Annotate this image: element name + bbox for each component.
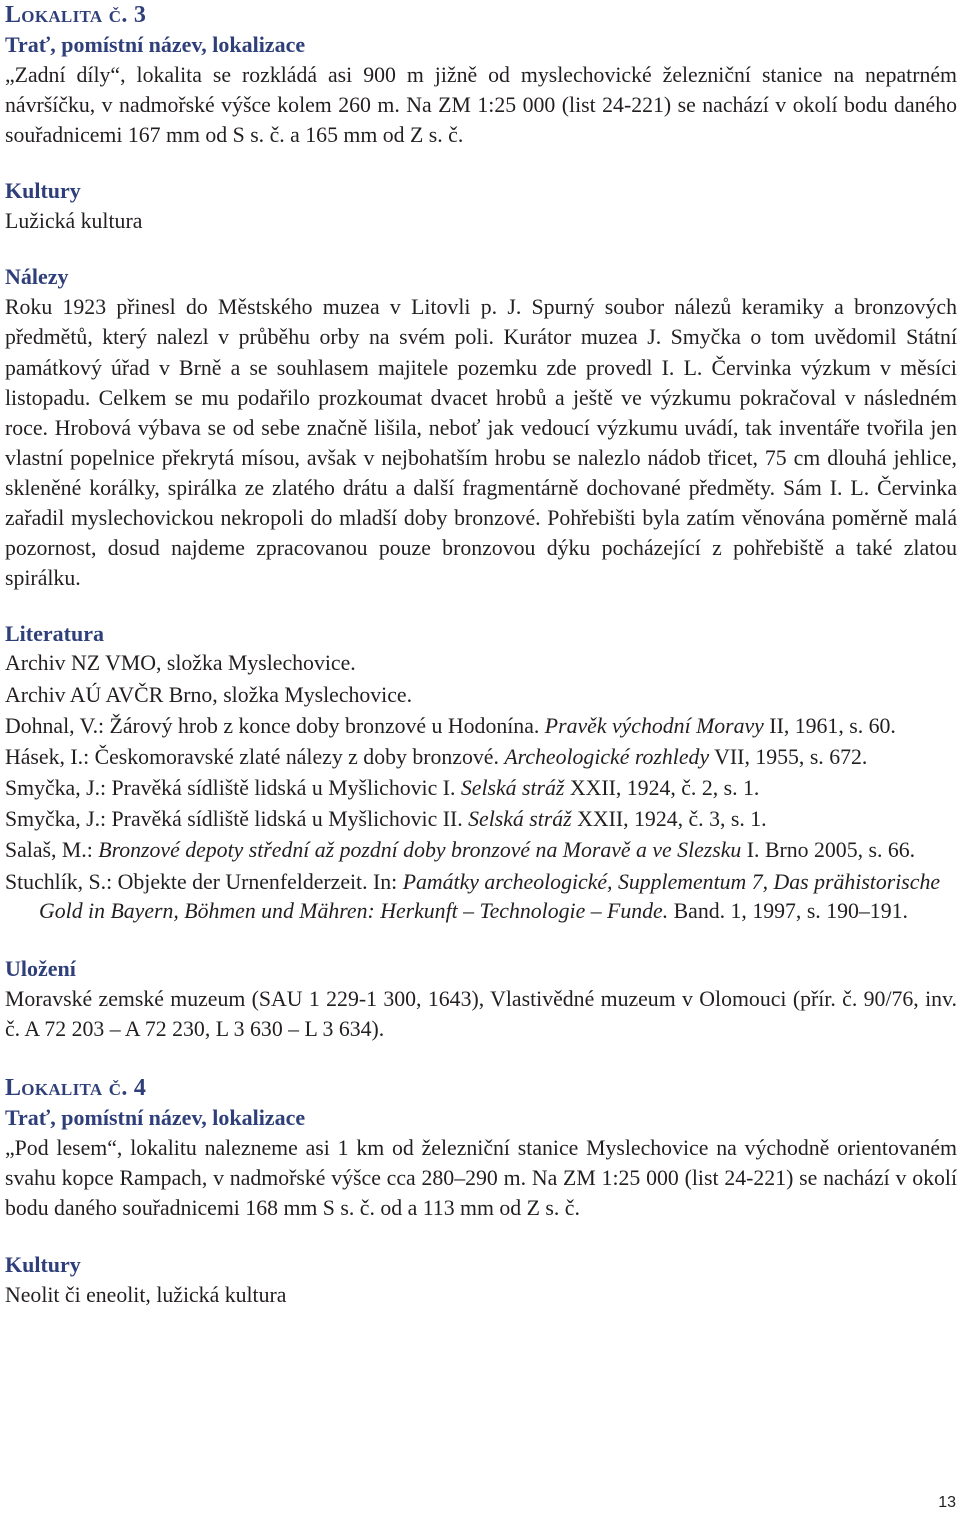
reference-item (5, 743, 957, 772)
locality-3-cultures-text: Lužická kultura (5, 209, 143, 234)
reference-text: Smyčka, J.: Pravěká sídliště lidská u Myšlichovic I. (5, 776, 461, 801)
reference-details: Band. 1, 1997, s. 190–191. (668, 898, 908, 923)
reference-source-title: Bronzové depoty střední až pozdní doby bronzové na Moravě a ve Slezsku (98, 838, 742, 863)
reference-item (5, 681, 957, 710)
reference-item (5, 774, 957, 803)
reference-item (5, 649, 957, 678)
locality-3-storage-text: Moravské zemské muzeum (SAU 1 229-1 300, 1643), Vlastivědné muzeum v Olomouci (přír. č. 90/76, inv. č. A 72 203 – A 72 230, L 3 630 – L 3 634). (5, 987, 957, 1042)
reference-details: I. Brno 2005, s. 66. (741, 838, 916, 863)
document-page (5, 0, 957, 1310)
locality-3-finds-heading: Nálezy (5, 264, 69, 290)
locality-3-reference-list (5, 649, 957, 926)
locality-3-site-heading: Trať, pomístní název, lokalizace (5, 32, 306, 57)
reference-text: Archiv NZ VMO, složka Myslechovice. (5, 651, 356, 676)
reference-details: II, 1961, s. 60. (763, 713, 896, 738)
reference-text: Stuchlík, S.: Objekte der Urnenfelderzeit. In: (5, 869, 403, 894)
locality-4-title: Lokalita č. 4 (5, 1075, 147, 1102)
locality-4-site-text: „Pod lesem“, lokalitu nalezneme asi 1 km od železniční stanice Myslechovice na východně orientovaném svahu kopce Rampach, v nadmořské výšce cca 280–290 m. Na ZM 1:25 000 (list 24-221) se nachází v okolí bodu daného souřadnicemi 168 mm S s. č. od a 113 mm od Z s. č. (5, 1136, 957, 1221)
locality-3-storage-heading: Uložení (5, 956, 76, 982)
reference-source-title: Selská stráž (460, 776, 565, 801)
locality-3-literature-heading: Literatura (5, 621, 104, 647)
page-number: 13 (938, 1494, 956, 1511)
locality-4-section (5, 1073, 957, 1309)
locality-3-title: Lokalita č. 3 (5, 2, 147, 28)
reference-item (5, 805, 957, 834)
locality-4-site-heading: Trať, pomístní název, lokalizace (5, 1105, 306, 1131)
locality-3-cultures-heading: Kultury (5, 178, 81, 204)
reference-text: Hásek, I.: Českomoravské zlaté nálezy z doby bronzové. (5, 744, 505, 769)
reference-details: XXII, 1924, č. 2, s. 1. (564, 776, 760, 801)
reference-source-title: Selská stráž (468, 807, 572, 832)
reference-source-title: Archeologické rozhledy (504, 744, 710, 769)
reference-source-title: Památky archeologické, Supplementum 7, Das prähistorische Gold in Bayern, Böhmen und Mähren: Herkunft – Technologie – Funde. (39, 869, 941, 923)
reference-item (5, 712, 957, 741)
reference-details: XXII, 1924, č. 3, s. 1. (571, 807, 767, 832)
locality-4-cultures-heading: Kultury (5, 1251, 81, 1277)
reference-text: Archiv AÚ AVČR Brno, složka Myslechovice. (5, 682, 413, 707)
reference-text: Smyčka, J.: Pravěká sídliště lidská u Myšlichovic II. (5, 807, 469, 832)
reference-text: Salaš, M.: (5, 838, 99, 863)
locality-3-site-text: „Zadní díly“, lokalita se rozkládá asi 900 m jižně od myslechovické železniční stanice na nepatrném návršíčku, v nadmořské výšce kolem 260 m. Na ZM 1:25 000 (list 24-221) se nachází v okolí bodu daného souřadnicemi 167 mm od S s. č. a 165 mm od Z s. č. (5, 63, 957, 148)
locality-3-finds-text: Roku 1923 přinesl do Městského muzea v Litovli p. J. Spurný soubor nálezů keramiky a bronzových předmětů, který nalezl v průběhu orby na svém poli. Kurátor muzea J. Smyčka o tom uvědomil Státní památkový úřad v Brně a se souhlasem majitele pozemku zde provedl I. L. Červinka výzkum v měsíci listopadu. Celkem se mu podařilo prozkoumat dvacet hrobů a ještě ve výzkumu pokračoval v následném roce. Hrobová výbava se od sebe značně lišila, neboť jak vedoucí výzkumu uvádí, tak inventáře tvořila jen vlastní popelnice překrytá mísou, avšak v nejbohatším hrobu se nalezlo nádob třicet, 75 cm dlouhá jehlice, skleněné korálky, spirálka ze zlatého drátu a další fragmentárně dochované předměty. Sám I. L. Červinka zařadil myslechovickou nekropoli do mladší doby bronzové. Pohřebišti byla zatím věnována poměrně malá pozornost, dosud najdeme zpracovanou pouze bronzovou dýku pocházející z pohřebiště a také zlatou spirálku. (5, 295, 957, 591)
reference-item (5, 868, 957, 927)
reference-source-title: Pravěk východní Moravy (544, 713, 764, 738)
locality-3-section (5, 0, 957, 1044)
reference-text: Dohnal, V.: Žárový hrob z konce doby bronzové u Hodonína. (5, 713, 545, 738)
reference-details: VII, 1955, s. 672. (709, 744, 868, 769)
reference-item (5, 836, 957, 865)
locality-4-cultures-text: Neolit či eneolit, lužická kultura (5, 1282, 287, 1307)
